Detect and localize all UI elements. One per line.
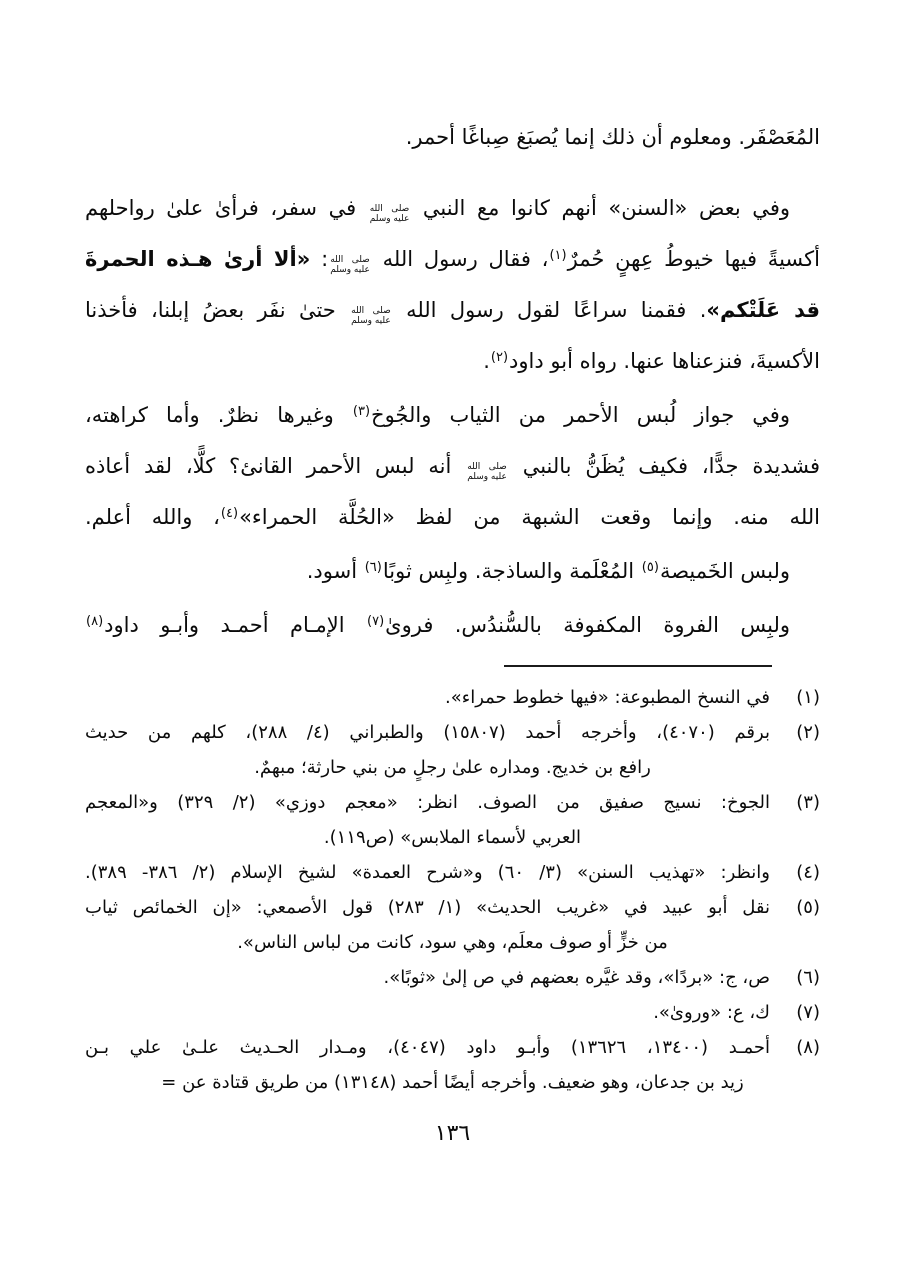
footnote-continuation-line xyxy=(85,925,820,960)
footnote-first-line xyxy=(85,785,820,820)
text-run: الله منه. وإنما وقعت الشبهة من لفظ «الحُلَّة الحمراء» xyxy=(239,505,820,529)
text-run: وانظر: «تهذيب السنن» (٣/ ٦٠) و«شرح العمدة» لشيخ الإسلام (٢/ ٣٨٦- ٣٨٩). xyxy=(85,862,770,883)
footnote-first-line xyxy=(85,855,820,890)
text-run: أنه لبس الأحمر القانئ؟ كلًّا، لقد أعاذه xyxy=(85,454,466,478)
text-run: : xyxy=(310,247,329,271)
text-run: الجوخ: نسيج صفيق من الصوف. انظر: «معجم دوزي» (٢/ ٣٢٩) و«المعجم xyxy=(85,792,770,813)
text-run: زيد بن جدعان، وهو ضعيف. وأخرجه أيضًا أحمد (١٣١٤٨) من طريق قتادة عن = xyxy=(161,1072,744,1093)
text-run: في سفر، فرأىٰ علىٰ رواحلهم xyxy=(85,196,368,220)
paragraph xyxy=(85,183,820,387)
footnote-marker: (٧) xyxy=(796,1002,820,1023)
text-line xyxy=(85,441,820,492)
footnote xyxy=(85,960,820,995)
text-line xyxy=(85,600,820,651)
text-run: ولبس الخَميصة xyxy=(659,559,790,583)
saw-symbol: صلى الله عليه وسلم xyxy=(369,204,410,224)
footnote-text xyxy=(85,785,770,820)
text-run: العربي لأسماء الملابس» (ص١١٩). xyxy=(323,827,582,848)
footnote-ref: (٢) xyxy=(490,349,509,365)
paragraph xyxy=(85,546,820,597)
footnote-first-line xyxy=(85,1030,820,1065)
text-line xyxy=(85,546,820,597)
text-run: ، فقال رسول الله xyxy=(371,247,549,271)
footnote-marker: (٥) xyxy=(796,897,820,918)
footnote-marker: (٣) xyxy=(796,792,820,813)
footnote xyxy=(85,1030,820,1100)
footnote-ref: (٧) xyxy=(367,613,385,629)
footnote-marker: (٤) xyxy=(796,862,820,883)
footnote xyxy=(85,680,820,715)
footnote-marker: (١) xyxy=(796,687,820,708)
footnote-first-line xyxy=(85,960,820,995)
text-run: المُعَصْفَر. ومعلوم أن ذلك إنما يُصبَغ صِباغًا أحمر. xyxy=(405,125,820,149)
footnote-ref: (٥) xyxy=(641,559,659,575)
footnote-continuation-line xyxy=(85,750,820,785)
footnote-separator xyxy=(504,665,772,667)
text-run: أكسيةً فيها خيوطُ عِهنٍ حُمرٌ xyxy=(567,247,820,271)
bold-text-run: قد عَلَتْكم» xyxy=(706,298,820,322)
text-run: ك، ع: «وروىٰ». xyxy=(653,1002,770,1023)
text-run: من خزٍّ أو صوف معلَم، وهي سود، كانت من لباس الناس». xyxy=(237,932,668,953)
footnote-first-line xyxy=(85,995,820,1030)
text-line xyxy=(85,183,820,234)
text-run: وغيرها نظرٌ. وأما كراهته، xyxy=(85,403,352,427)
footnote-continuation-line xyxy=(85,820,820,855)
bold-text-run: «ألا أرىٰ هـذه الحمرةَ xyxy=(85,247,311,271)
text-run: وفي بعض «السنن» أنهم كانوا مع النبي xyxy=(411,196,790,220)
page-number: ١٣٦ xyxy=(434,1121,471,1146)
text-line xyxy=(85,285,820,336)
footnote-ref: (٦) xyxy=(364,559,382,575)
footnote-text xyxy=(85,680,770,715)
text-run: حتىٰ نفَر بعضُ إبلنا، فأخذنا xyxy=(85,298,350,322)
saw-symbol: صلى الله عليه وسلم xyxy=(330,255,370,275)
footnote-marker: (٢) xyxy=(796,722,820,743)
text-run: المُعْلَمة والساذجة. ولبِس ثوبًا xyxy=(382,559,641,583)
text-run: . فقمنا سراعًا لقول رسول الله xyxy=(392,298,707,322)
text-run: في النسخ المطبوعة: «فيها خطوط حمراء». xyxy=(445,687,770,708)
text-line xyxy=(85,234,820,285)
footnote-ref: (٨) xyxy=(86,613,104,629)
paragraph xyxy=(85,390,820,543)
text-run: أحمـد (١٣٤٠٠، ١٣٦٢٦) وأبـو داود (٤٠٤٧)، ومـدار الحـديث علـىٰ علي بـن xyxy=(85,1037,770,1058)
footnote-ref: (١) xyxy=(549,247,567,263)
footnote-text xyxy=(85,890,770,925)
footnote-first-line xyxy=(85,680,820,715)
footnote-text xyxy=(85,855,770,890)
footnote xyxy=(85,715,820,785)
text-run: أسود. xyxy=(306,559,364,583)
footnote-marker: (٦) xyxy=(796,967,820,988)
text-line xyxy=(85,390,820,441)
footnote-text xyxy=(85,995,770,1030)
saw-symbol: صلى الله عليه وسلم xyxy=(351,306,391,326)
footnote-marker: (٨) xyxy=(796,1037,820,1058)
text-run: الأكسيةَ، فنزعناها عنها. رواه أبو داود xyxy=(509,349,820,373)
footnote-ref: (٤) xyxy=(220,505,239,521)
text-run: نقل أبو عبيد في «غريب الحديث» (١/ ٢٨٣) قول الأصمعي: «إن الخمائص ثياب xyxy=(85,897,770,918)
footnotes xyxy=(85,680,820,1100)
main-text xyxy=(85,112,820,651)
footnote-first-line xyxy=(85,890,820,925)
footnote xyxy=(85,855,820,890)
text-run: ولبِس الفروة المكفوفة بالسُّندُس. فروىٰ xyxy=(385,613,790,637)
text-run: ص، ج: «بردًا»، وقد غيَّره بعضهم في ص إلىٰ «ثوبًا». xyxy=(383,967,770,988)
footnote-text xyxy=(85,960,770,995)
text-run: رافع بن خديج. ومداره علىٰ رجلٍ من بني حارثة؛ مبهمٌ. xyxy=(254,757,651,778)
text-run: فشديدة جدًّا، فكيف يُظَنُّ بالنبي xyxy=(508,454,820,478)
footnote-ref: (٣) xyxy=(352,403,371,419)
text-run: الإمـام أحمـد وأبـو داود xyxy=(104,613,366,637)
paragraph xyxy=(85,112,820,163)
footnote-text xyxy=(85,715,770,750)
text-run: وفي جواز لُبس الأحمر من الثياب والجُوخ xyxy=(371,403,790,427)
footnote-continuation-line xyxy=(85,1065,820,1100)
footnote-text xyxy=(85,1030,770,1065)
paragraph xyxy=(85,600,820,651)
footnote xyxy=(85,785,820,855)
saw-symbol: صلى الله عليه وسلم xyxy=(467,462,507,482)
footnote xyxy=(85,890,820,960)
text-line xyxy=(85,112,820,163)
text-line xyxy=(85,336,820,387)
text-run: برقم (٤٠٧٠)، وأخرجه أحمد (١٥٨٠٧) والطبراني (٤/ ٢٨٨)، كلهم من حديث xyxy=(85,722,770,743)
text-run: . xyxy=(483,349,490,373)
footnote-first-line xyxy=(85,715,820,750)
text-line xyxy=(85,492,820,543)
text-run: ، والله أعلم. xyxy=(85,505,220,529)
footnote xyxy=(85,995,820,1030)
